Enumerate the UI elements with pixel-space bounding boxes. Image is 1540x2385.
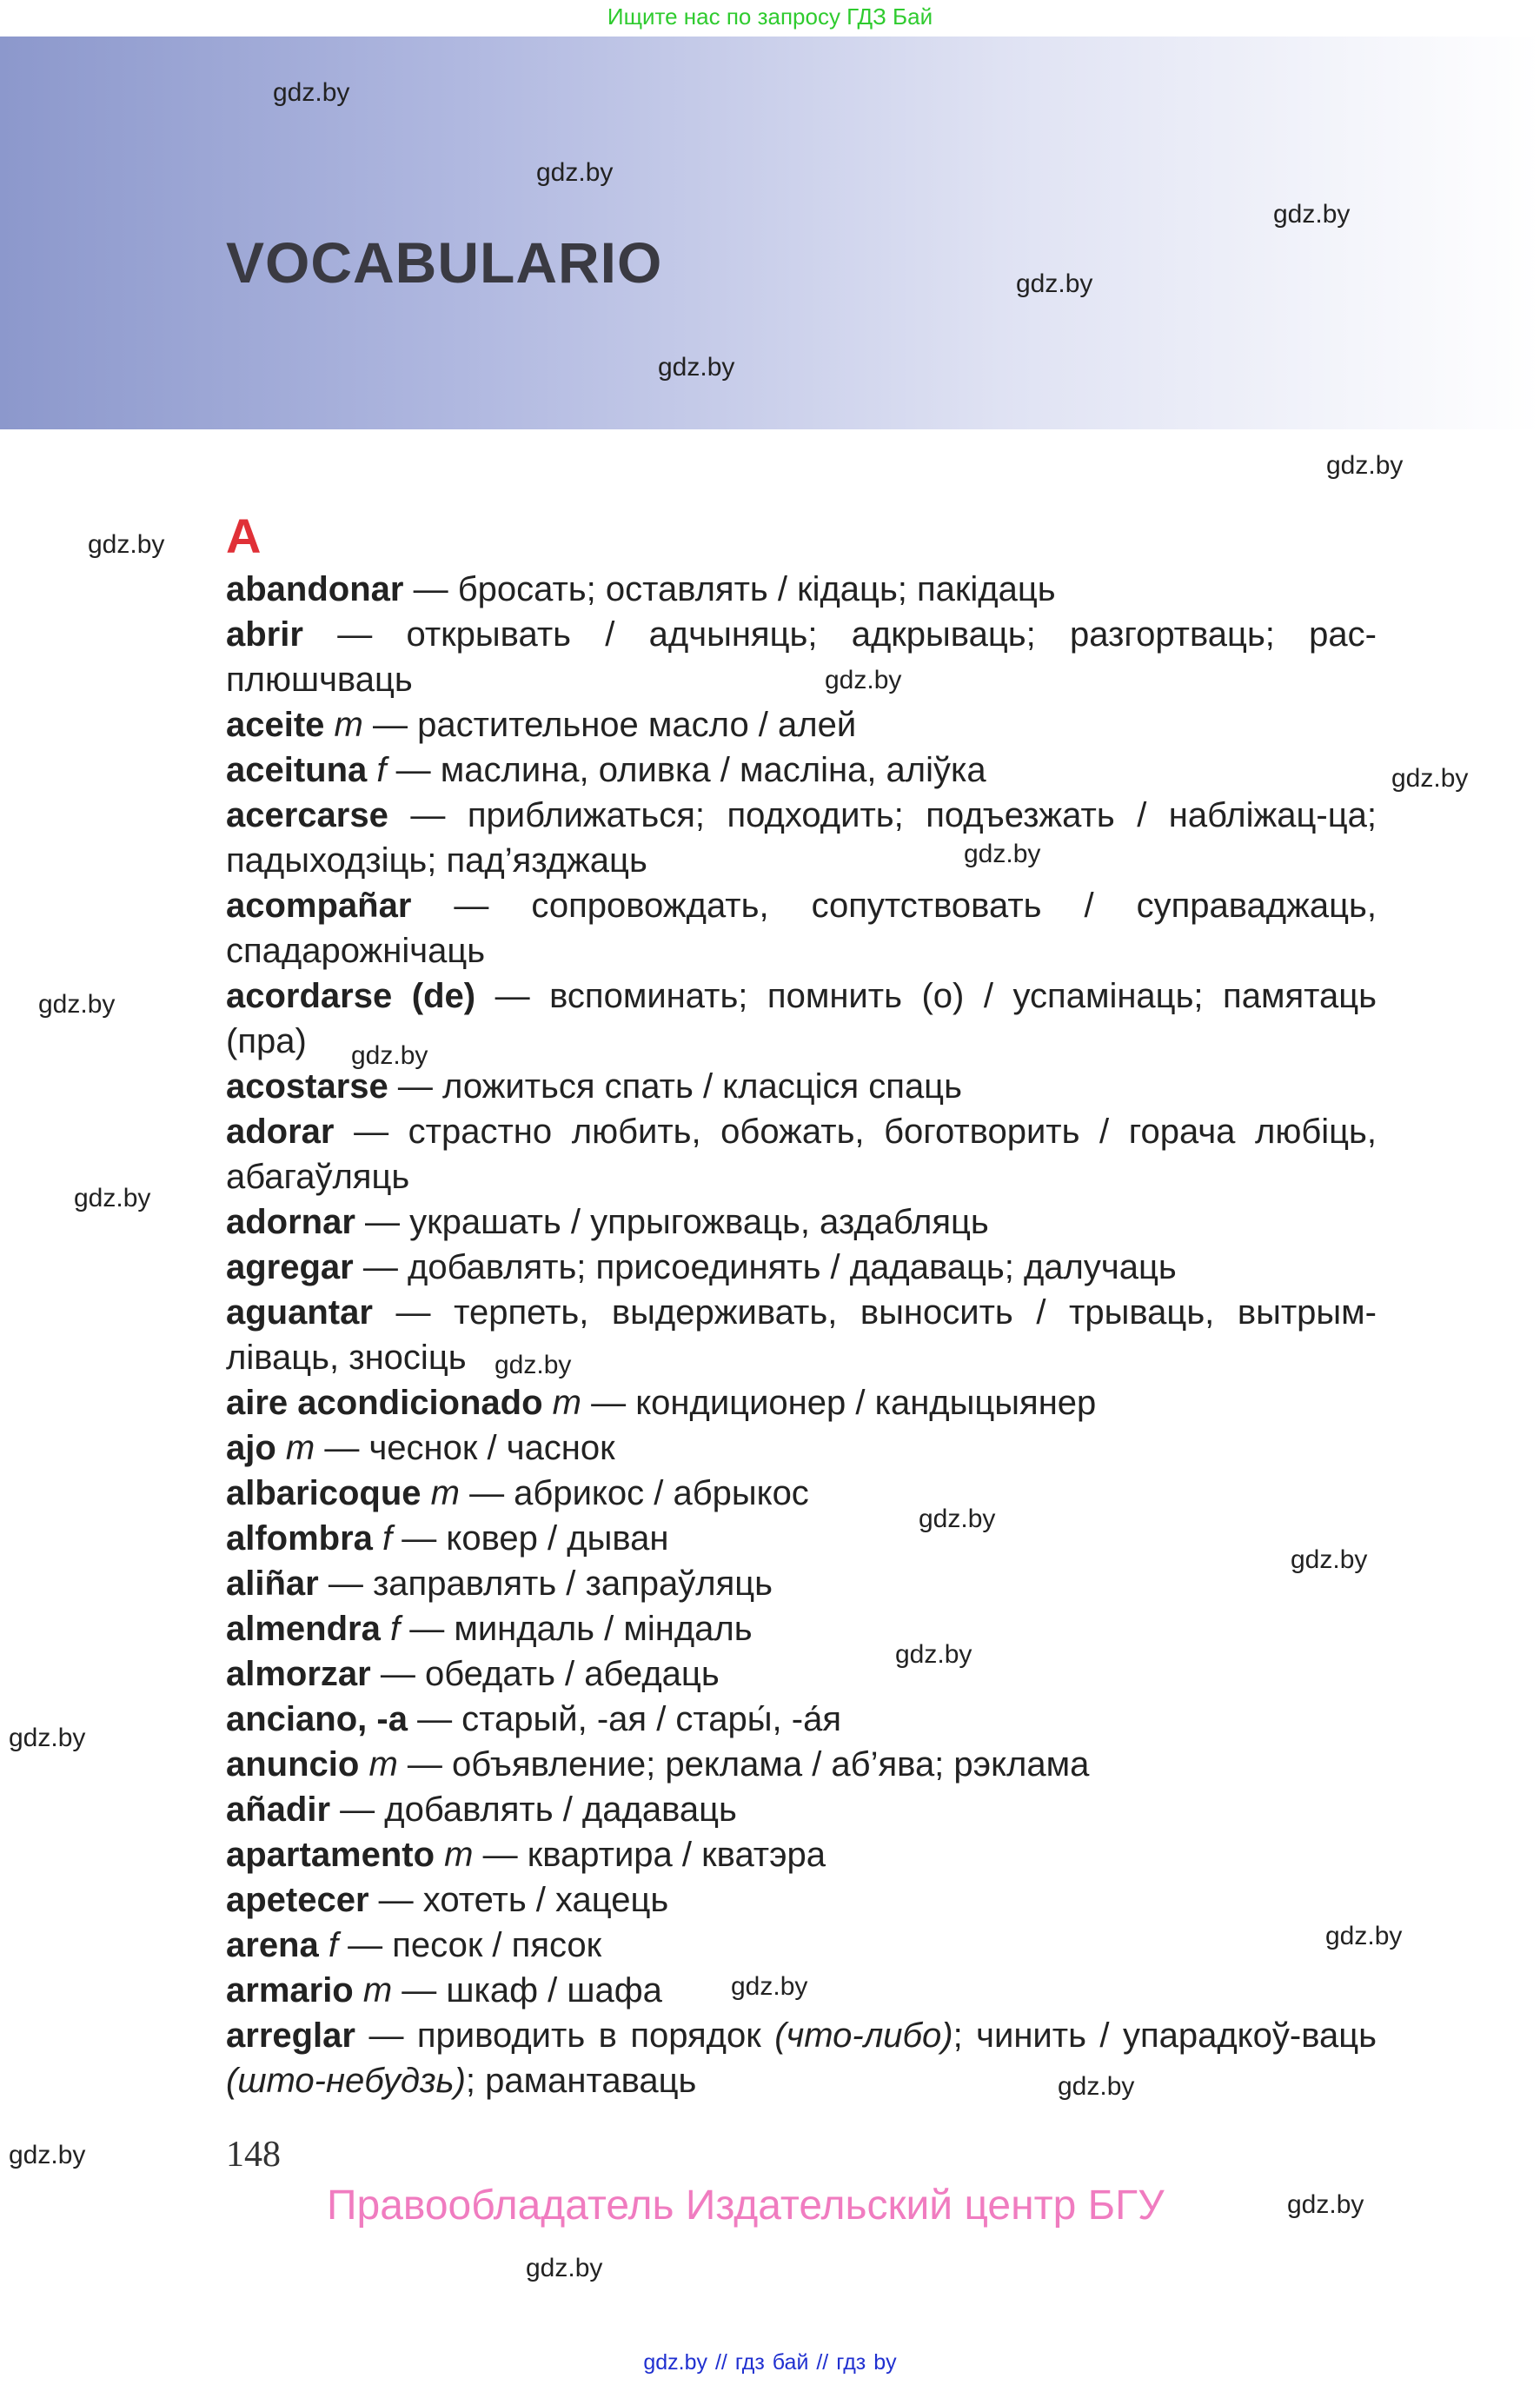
headword: aliñar bbox=[226, 1565, 319, 1603]
usage-note: (что-либо) bbox=[774, 2016, 953, 2055]
vocabulary-entry bbox=[226, 1199, 1377, 1245]
watermark: gdz.by bbox=[536, 158, 614, 187]
translation: — вспоминать; помнить (о) / успамінаць; памятаць (пра) bbox=[226, 977, 1377, 1060]
vocabulary-entry bbox=[226, 1697, 1377, 1742]
gender: m bbox=[542, 1384, 581, 1422]
translation: — ложиться спать / класціся спаць bbox=[388, 1067, 962, 1106]
watermark: gdz.by bbox=[1325, 1922, 1403, 1950]
watermark: gdz.by bbox=[895, 1640, 972, 1669]
vocabulary-entry bbox=[226, 1109, 1377, 1199]
top-note: Ищите нас по запросу ГДЗ Бай bbox=[607, 3, 933, 30]
headword: anuncio bbox=[226, 1745, 360, 1784]
vocabulary-entry bbox=[226, 1471, 1377, 1516]
translation: — бросать; оставлять / кідаць; пакідаць bbox=[403, 570, 1056, 608]
vocabulary-entry bbox=[226, 747, 1377, 793]
gender: m bbox=[435, 1836, 474, 1874]
translation: — сопровождать, сопутствовать / суправаджаць, спадарожнічаць bbox=[226, 887, 1377, 970]
headword: aguantar bbox=[226, 1293, 373, 1332]
headword: agregar bbox=[226, 1248, 354, 1286]
vocabulary-entry bbox=[226, 793, 1377, 883]
translation: — приближаться; подходить; подъезжать / набліжац-ца; падыходзіць; пад’язджаць bbox=[226, 796, 1377, 880]
watermark: gdz.by bbox=[526, 2254, 603, 2282]
watermark: gdz.by bbox=[9, 2141, 86, 2169]
watermark: gdz.by bbox=[1291, 1545, 1368, 1574]
translation: — объявление; реклама / аб’ява; рэклама bbox=[397, 1745, 1090, 1784]
watermark: gdz.by bbox=[1391, 764, 1469, 793]
translation: — страстно любить, обожать, боготворить / горача любіць, абагаўляць bbox=[226, 1113, 1377, 1196]
translation: — обедать / абедаць bbox=[370, 1655, 720, 1693]
gender: m bbox=[353, 1971, 393, 2010]
headword: acostarse bbox=[226, 1067, 388, 1106]
copyright-notice: Правообладатель Издательский центр БГУ bbox=[327, 2182, 1165, 2229]
vocabulary-entry bbox=[226, 1877, 1377, 1923]
headword: apetecer bbox=[226, 1881, 369, 1919]
headword: ajo bbox=[226, 1429, 276, 1467]
watermark: gdz.by bbox=[9, 1724, 86, 1752]
translation: — ковер / дыван bbox=[392, 1519, 669, 1558]
translation: ; рамантаваць bbox=[465, 2062, 697, 2100]
gender: f bbox=[367, 751, 387, 789]
headword: almorzar bbox=[226, 1655, 371, 1693]
headword: aire acondicionado bbox=[226, 1384, 543, 1422]
watermark: gdz.by bbox=[88, 530, 165, 559]
vocabulary-entry bbox=[226, 612, 1377, 702]
headword: adornar bbox=[226, 1203, 355, 1241]
vocabulary-entry bbox=[226, 883, 1377, 973]
watermark: gdz.by bbox=[38, 990, 116, 1019]
vocabulary-entry bbox=[226, 702, 1377, 747]
vocabulary-entry bbox=[226, 2013, 1377, 2103]
translation: — чеснок / часнок bbox=[315, 1429, 615, 1467]
headword: abrir bbox=[226, 615, 303, 654]
vocabulary-entry bbox=[226, 567, 1377, 612]
gender: m bbox=[324, 706, 363, 744]
watermark: gdz.by bbox=[1058, 2072, 1135, 2101]
section-letter: A bbox=[226, 508, 262, 563]
gender: f bbox=[318, 1926, 338, 1964]
watermark: gdz.by bbox=[964, 840, 1041, 868]
translation: — квартира / кватэра bbox=[473, 1836, 826, 1874]
page-title: VOCABULARIO bbox=[226, 230, 663, 295]
translation: — хотеть / хацець bbox=[368, 1881, 669, 1919]
vocabulary-list bbox=[226, 567, 1377, 2103]
headword: acercarse bbox=[226, 796, 388, 834]
watermark: gdz.by bbox=[1273, 200, 1351, 229]
translation: — добавлять; присоединять / дадаваць; далучаць bbox=[353, 1248, 1177, 1286]
translation: — приводить в порядок bbox=[355, 2016, 775, 2055]
gender: f bbox=[372, 1519, 393, 1558]
gender: m bbox=[275, 1429, 315, 1467]
translation: — миндаль / міндаль bbox=[400, 1610, 753, 1648]
translation: — кондиционер / кандыцыянер bbox=[581, 1384, 1097, 1422]
watermark: gdz.by bbox=[1326, 451, 1404, 480]
vocabulary-entry bbox=[226, 1425, 1377, 1471]
translation: — песок / пясок bbox=[337, 1926, 602, 1964]
headword: adorar bbox=[226, 1113, 335, 1151]
headword: acordarse (de) bbox=[226, 977, 476, 1015]
watermark: gdz.by bbox=[74, 1184, 151, 1212]
headword: aceite bbox=[226, 706, 325, 744]
headword: alfombra bbox=[226, 1519, 373, 1558]
watermark: gdz.by bbox=[1287, 2190, 1364, 2219]
watermark: gdz.by bbox=[351, 1041, 428, 1070]
vocabulary-entry bbox=[226, 1923, 1377, 1968]
vocabulary-entry bbox=[226, 1606, 1377, 1651]
translation: — терпеть, выдерживать, выносить / трываць, вытрым-ліваць, зносіць bbox=[226, 1293, 1377, 1377]
translation: — абрикос / абрыкос bbox=[459, 1474, 809, 1512]
vocabulary-entry bbox=[226, 1245, 1377, 1290]
watermark: gdz.by bbox=[273, 78, 350, 107]
headword: apartamento bbox=[226, 1836, 435, 1874]
headword: albaricoque bbox=[226, 1474, 422, 1512]
watermark: gdz.by bbox=[731, 1972, 808, 2001]
translation: — украшать / упрыгожваць, аздабляць bbox=[355, 1203, 989, 1241]
bottom-note: gdz.by // гдз бай // гдз by bbox=[643, 2350, 897, 2375]
vocabulary-entry bbox=[226, 1832, 1377, 1877]
headword: almendra bbox=[226, 1610, 381, 1648]
gender: m bbox=[421, 1474, 460, 1512]
translation: — открывать / адчыняць; адкрываць; разгортваць; рас-плюшчваць bbox=[226, 615, 1377, 699]
vocabulary-entry bbox=[226, 1380, 1377, 1425]
translation: — шкаф / шафа bbox=[392, 1971, 662, 2010]
translation: — добавлять / дадаваць bbox=[330, 1790, 737, 1829]
watermark: gdz.by bbox=[825, 666, 902, 694]
vocabulary-entry bbox=[226, 1651, 1377, 1697]
usage-note: (што-небудзь) bbox=[226, 2062, 466, 2100]
translation: — старый, -ая / стары́, -а́я bbox=[407, 1700, 841, 1738]
page-number: 148 bbox=[226, 2135, 281, 2175]
watermark: gdz.by bbox=[658, 353, 735, 382]
headword: arena bbox=[226, 1926, 319, 1964]
headword: aceituna bbox=[226, 751, 368, 789]
headword: acompañar bbox=[226, 887, 412, 925]
translation: — растительное масло / алей bbox=[362, 706, 857, 744]
watermark: gdz.by bbox=[1016, 269, 1093, 298]
headword: arreglar bbox=[226, 2016, 355, 2055]
vocabulary-entry bbox=[226, 1561, 1377, 1606]
watermark: gdz.by bbox=[919, 1505, 996, 1533]
headword: anciano, -a bbox=[226, 1700, 408, 1738]
watermark: gdz.by bbox=[495, 1351, 572, 1379]
translation: — маслина, оливка / масліна, аліўка bbox=[386, 751, 986, 789]
vocabulary-entry bbox=[226, 1290, 1377, 1380]
translation: ; чинить / упарадкоў-ваць bbox=[953, 2016, 1377, 2055]
headword: abandonar bbox=[226, 570, 404, 608]
headword: añadir bbox=[226, 1790, 331, 1829]
translation: — заправлять / запраўляць bbox=[318, 1565, 773, 1603]
gender: f bbox=[380, 1610, 401, 1648]
vocabulary-entry bbox=[226, 1516, 1377, 1561]
headword: armario bbox=[226, 1971, 354, 2010]
vocabulary-entry bbox=[226, 1742, 1377, 1787]
gender: m bbox=[359, 1745, 398, 1784]
vocabulary-entry bbox=[226, 1787, 1377, 1832]
